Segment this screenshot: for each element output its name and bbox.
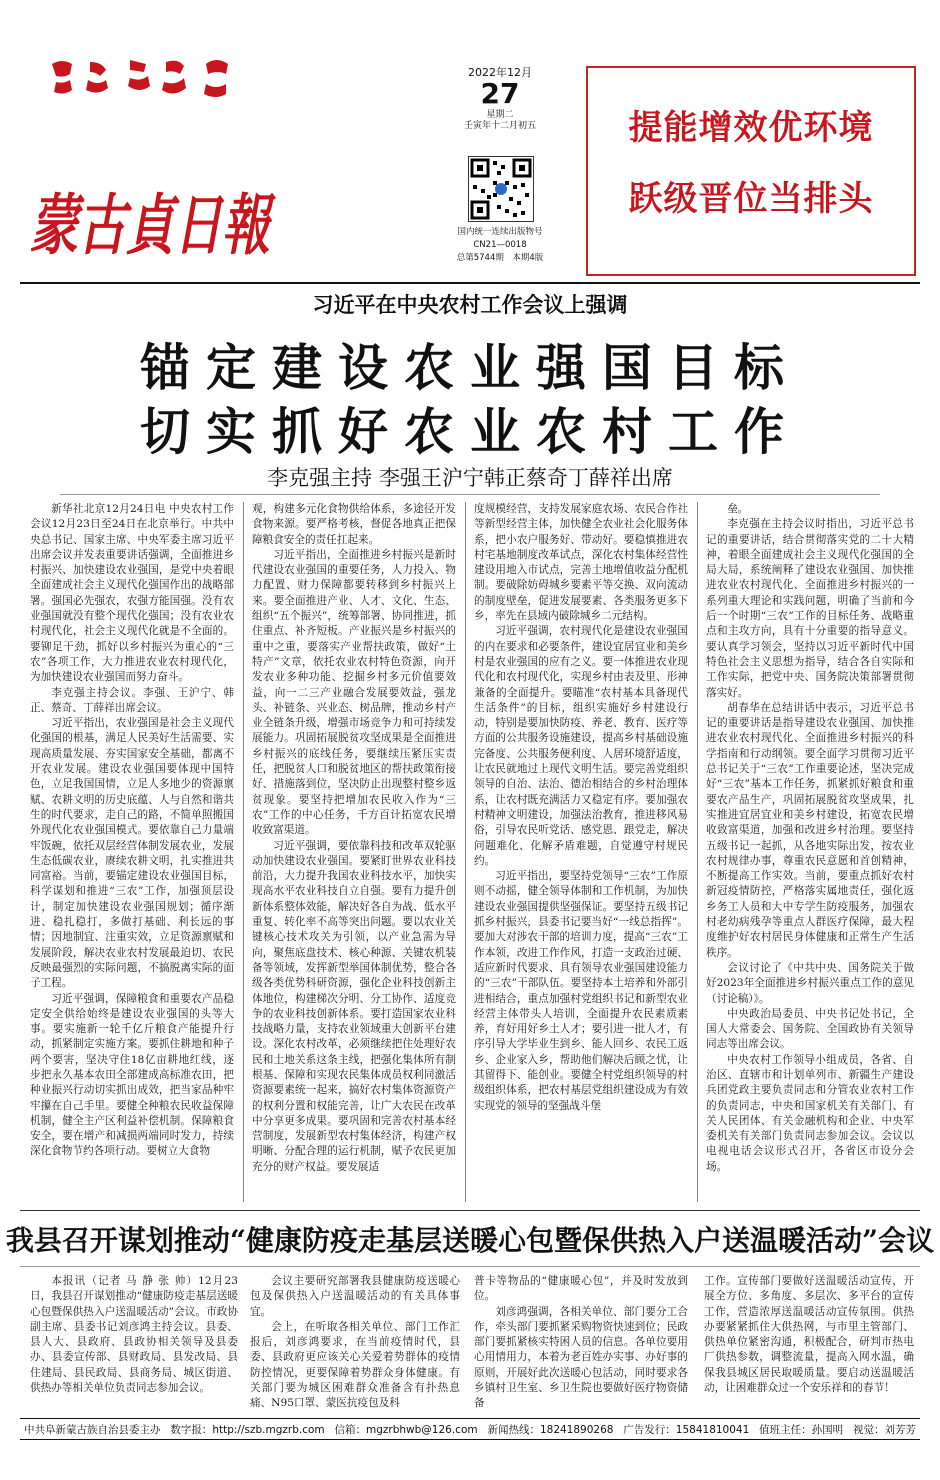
paragraph: 中央政治局委员、中央书记处书记，全国人大常委会、国务院、全国政协有关领导同志等出席会议。 [706, 1007, 914, 1051]
column-rule [697, 502, 698, 1202]
lead-subhead: 李克强主持 李强王沪宁韩正蔡奇丁薛祥出席 [267, 466, 673, 490]
footer-publisher: 中共阜新蒙古族自治县委主办 [24, 1424, 161, 1436]
footer-news-hotline: 新闻热线：18241890268 [487, 1424, 614, 1436]
publication-meta [440, 226, 560, 266]
lunar-date: 壬寅年十二月初五 [463, 120, 536, 131]
svg-text:蒙古貞日報: 蒙古貞日報 [30, 186, 277, 264]
second-headline: 我县召开谋划推动“健康防疫走基层送暖心包暨保供热入户送温暖活动”会议 [5, 1224, 935, 1257]
paragraph: 观，构建多元化食物供给体系，多途径开发食物来源。要严格考核，督促各地真正把保障粮食安全的责任扛起来。 [252, 503, 456, 546]
paragraph: 习近平指出，全面推进乡村振兴是新时代建设农业强国的重要任务，人力投入、物力配置、财力保障都要转移到乡村振兴上来。要全面推进产业、人才、文化、生态、组织“五个振兴”，统筹部署、协同推进，抓住重点、补齐短板。产业振兴是乡村振兴的重中之重，要落实产业帮扶政策，做好“土特产”文章，依托农业农村特色资源，向开发农业多种功能、挖掘乡村多元价值要效益，向一二三产业融合发展要效益，强龙头、补链条、兴业态、树品牌，推动乡村产业全链条升级，增强市场竞争力和可持续发展能力。巩固拓展脱贫攻坚成果是全面推进乡村振兴的底线任务，要继续压紧压实责任，把脱贫人口和脱贫地区的帮扶政策衔接好、措施落到位，坚决防止出现整村整乡返贫现象。要坚持把增加农民收入作为“三农”工作的中心任务，千方百计拓宽农民增收致富渠道。 [252, 548, 456, 837]
lead-column-4 [706, 502, 914, 1202]
weekday: 星期二 [486, 109, 514, 120]
lead-headline-1: 锚定建设农业强国目标 [140, 339, 800, 397]
second-divider [20, 1266, 920, 1267]
issue-number: 总第5744期 本期4版 [456, 253, 544, 264]
footer-bar [20, 1418, 920, 1440]
mongolian-nameplate [46, 56, 246, 108]
day-number: 27 [480, 77, 520, 111]
paragraph: 本报讯（记者 马 静 张 帅）12月23日，我县召开谋划推动“健康防疫走基层送暖心包暨保供热入户送温暖活动”会议。市政协副主席、县委书记刘彦鸿主持会议。县委、县人大、县政府、县政协相关领导及县委办、县委宣传部、县财政局、县发改局、县住建局、县民政局、县商务局、城区街道、供热办等相关单位负责同志参加会议。 [30, 1275, 238, 1395]
paragraph: 会上，在听取各相关单位、部门工作汇报后，刘彦鸿要求，在当前疫情时代，县委、县政府更应该关心关爱着势群体的疫情防控情况，更要保障着势群众身体健康。有关部门要为城区困难群众准备含有扑热息痛、N95口罩、蒙医抗疫包及科 [250, 1320, 460, 1410]
paragraph: 习近平指出，农业强国是社会主义现代化强国的根基，满足人民美好生活需要、实现高质量发展、夯实国家安全基础，都离不开农业发展。建设农业强国要体现中国特色，立足我国国情，立足人多地少的资源禀赋、农耕文明的历史底蕴、人与自然和谐共生的时代要求，走自己的路，不简单照搬国外现代化农业强国模式。要依靠自己力量端牢饭碗，依托双层经营体制发展农业，发展生态低碳农业，赓续农耕文明，扎实推进共同富裕。当前，要锚定建设农业强国目标，科学谋划和推进“三农”工作，加强顶层设计，制定加快建设农业强国规划；循序渐进、稳扎稳打，多做打基础、利长远的事情；因地制宜、注重实效，立足资源禀赋和发展阶段，解决农业农村发展最迫切、农民反映最强烈的实际问题，不搞脱离实际的面子工程。 [30, 717, 234, 990]
lead-column-2 [252, 502, 456, 1202]
paragraph: 垒。 [727, 503, 749, 515]
lead-headline-2: 切实抓好农业农村工作 [140, 403, 800, 461]
year-month: 2022年12月 [468, 66, 532, 79]
second-column-1 [30, 1274, 238, 1412]
paragraph: 会议主要研究部署我县健康防疫送暖心包及保供热入户送温暖活动的有关具体事宜。 [250, 1275, 460, 1318]
qr-code-icon[interactable] [468, 156, 534, 222]
second-column-3 [474, 1274, 688, 1412]
masthead-divider [20, 282, 920, 284]
footer-proof: 视觉：刘芳芳 [852, 1424, 916, 1436]
column-rule [243, 502, 244, 1202]
paragraph: 中央农村工作领导小组成员，各省、自治区、直辖市和计划单列市、新疆生产建设兵团党政主要负责同志和分管农业农村工作的负责同志，中央和国家机关有关部门、有关人民团体、有关金融机构和企业、中央军委机关有关部门负责同志参加会议。会议以电视电话会议形式召开，各省区市设分会场。 [706, 1053, 914, 1173]
slogan-line-1: 提能增效优环境 [628, 108, 874, 148]
paragraph: 工作。宣传部门要做好送温暖活动宣传，开展全方位、多角度、多层次、多平台的宣传工作，营造浓厚送温暖活动宣传氛围。供热办要紧紧抓住大供热网，与市里主管部门、供热单位紧密沟通，积极配合，研判市热电厂供热参数，调整流量，提高入网水温，确保我县城区居民取暖质量。要启动送温暖活动，让困难群众过一个安乐祥和的春节！ [704, 1275, 914, 1395]
paragraph: 胡春华在总结讲话中表示，习近平总书记的重要讲话是指导建设农业强国、加快推进农业农村现代化、全面推进乡村振兴的科学指南和行动纲领。要全面学习贯彻习近平总书记关于“三农”工作重要论述，坚决完成好“三农”基本工作任务，抓紧抓好粮食和重要农产品生产，巩固拓展脱贫攻坚成果，扎实推进宜居宜业和美乡村建设，拓宽农民增收致富渠道，加强和改进乡村治理。要坚持五级书记一起抓，从各地实际出发，按农业农村规律办事，尊重农民意愿和首创精神，不断提高工作实效。当前，要重点抓好农村新冠疫情防控，严格落实属地责任，强化返乡务工人员和大中专学生防疫服务，加强农村老幼病残孕等重点人群医疗保障，最大程度维护好农村居民身体健康和正常生产生活秩序。 [706, 701, 914, 959]
second-column-4 [704, 1274, 914, 1412]
paragraph: 李克强在主持会议时指出，习近平总书记的重要讲话，结合贯彻落实党的二十大精神，着眼全面建成社会主义现代化强国的全局大局，系统阐释了建设农业强国、加快推进农业农村现代化、全面推进乡村振兴的一系列重大理论和实践问题，明确了当前和今后一个时期“三农”工作的目标任务、战略重点和主攻方向，具有十分重要的指导意义。要认真学习领会，坚持以习近平新时代中国特色社会主义思想为指导，结合各自实际和工作实际，把党中央、国务院决策部署贯彻落实好。 [706, 518, 914, 699]
paragraph: 刘彦鸿强调，各相关单位、部门要分工合作，牵头部门要抓紧采购物资快速到位；民政部门要抓紧核实特困人员的信息。各单位要用心用情用力，本着为老百姓办实事、办好事的原则，开展好此次送暖心包活动，同时要求各乡镇村卫生室、乡卫生院也要做好医疗物资储备 [474, 1305, 688, 1410]
dateline [440, 66, 560, 132]
slogan-line-2: 跃级晋位当排头 [628, 179, 874, 219]
second-column-2 [250, 1274, 460, 1412]
lead-divider [60, 494, 880, 495]
newspaper-logo [28, 108, 278, 278]
lead-column-3 [474, 502, 688, 1202]
paragraph: 习近平指出，要坚持党领导“三农”工作原则不动摇，健全领导体制和工作机制，为加快建设农业强国提供坚强保证。要坚持五级书记抓乡村振兴，县委书记要当好“一线总指挥”。要加大对涉农干部的培训力度，提高“三农”工作本领，改进工作作风，打造一支政治过硬、适应新时代要求、具有领导农业强国建设能力的“三农”干部队伍。要坚持本土培养和外部引进相结合，重点加强村党组织书记和新型农业经营主体带头人培训，全面提升农民素质素养，育好用好乡土人才；要引进一批人才，有序引导大学毕业生到乡、能人回乡、农民工返乡、企业家入乡，帮助他们解决后顾之忧，让其留得下、能创业。要健全村党组织领导的村级组织体系，把农村基层党组织建设成为有效实现党的领导的坚强战斗堡 [474, 870, 688, 1112]
lead-column-1 [30, 502, 234, 1202]
lead-kicker: 习近平在中央农村工作会议上强调 [312, 293, 628, 317]
cn-number: CN21—0018 [473, 240, 527, 251]
paragraph: 习近平强调，农村现代化是建设农业强国的内在要求和必要条件，建设宜居宜业和美乡村是农业强国的应有之义。要一体推进农业现代化和农村现代化，实现乡村由表及里、形神兼备的全面提升。要瞄准“农村基本具备现代生活条件”的目标，组织实施好乡村建设行动，特别是要加快防疫、养老、教育、医疗等方面的公共服务设施建设，提高乡村基础设施完备度、公共服务便利度、人居环境舒适度，让农民就地过上现代文明生活。要完善党组织领导的自治、法治、德治相结合的乡村治理体系，让农村既充满活力又稳定有序。要加强农村精神文明建设，加强法治教育，推进移风易俗，引导农民听党话、感党恩、跟党走，解决问题难化、化解矛盾难题，自觉遵守村规民约。 [474, 625, 688, 867]
paragraph: 李克强主持会议。李强、王沪宁、韩正、蔡奇、丁薛祥出席会议。 [30, 686, 234, 714]
footer-email[interactable]: 信箱：mgzrbhwb@126.com [334, 1424, 478, 1436]
paragraph: 会议讨论了《中共中央、国务院关于做好2023年全面推进乡村振兴重点工作的意见（讨论稿）》。 [706, 961, 914, 1005]
footer-digital-link[interactable]: 数字报：http://szb.mgzrb.com [170, 1424, 325, 1436]
section-divider [20, 1210, 920, 1211]
paragraph: 普卡等物品的“健康暖心包”，并及时发放到位。 [474, 1275, 688, 1303]
cn-label: 国内统一连续出版物号 [457, 227, 543, 237]
column-rule [465, 502, 466, 1202]
paragraph: 习近平强调，要依靠科技和改革双轮驱动加快建设农业强国。要紧盯世界农业科技前沿，大力提升我国农业科技水平，加快实现高水平农业科技自立自强。要有力提升创新体系整体效能，解决好各自为战、低水平重复、转化率不高等突出问题。要以农业关键核心技术攻关为引领，以产业急需为导向，聚焦底盘技术、核心种源、关键农机装备等领域，发挥新型举国体制优势，整合各级各类优势科研资源，强化企业科技创新主体地位，构建梯次分明、分工协作、适度竞争的农业科技创新体系。要打造国家农业科技战略力量，支持农业领域重大创新平台建设。深化农村改革，必须继续把住处理好农民和土地关系这条主线，把强化集体所有制根基、保障和实现农民集体成员权利同激活资源要素统一起来，搞好农村集体资源资产的权利分置和权能完善，让广大农民在改革中分享更多成果。要巩固和完善农村基本经营制度，发展新型农村集体经济，构建产权明晰、分配合理的运行机制，赋予农民更加充分的财产权益。要发展适 [252, 839, 456, 1173]
paragraph: 度规模经营，支持发展家庭农场、农民合作社等新型经营主体，加快健全农业社会化服务体系，把小农户服务好、带动好。要稳慎推进农村宅基地制度改革试点，深化农村集体经营性建设用地入市试点，完善土地增值收益分配机制。要破除妨碍城乡要素平等交换、双向流动的制度壁垒，促进发展要素、各类服务更多下乡，率先在县域内破除城乡二元结构。 [474, 503, 688, 623]
footer-ad-hotline: 广告发行：15841810041 [623, 1424, 750, 1436]
slogan-box [586, 66, 916, 276]
footer-editor: 值班主任：孙国明 [759, 1424, 844, 1436]
paragraph: 习近平强调，保障粮食和重要农产品稳定安全供给始终是建设农业强国的头等大事。要实施新一轮千亿斤粮食产能提升行动，抓紧制定实施方案。要抓住耕地和种子两个要害，坚决守住18亿亩耕地红线，逐步把永久基本农田全部建成高标准农田，把种业振兴行动切实抓出成效，把当家品种牢牢攥在自己手里。要健全种粮农民收益保障机制，健全主产区利益补偿机制。保障粮食安全，要在增产和减损两端同时发力，持续深化食物节约各项行动。要树立大食物 [30, 992, 234, 1158]
paragraph: 新华社北京12月24日电 中央农村工作会议12月23日至24日在北京举行。中共中央总书记、国家主席、中央军委主席习近平出席会议并发表重要讲话强调，全面推进乡村振兴、加快建设农业强国，是党中央着眼全面建成社会主义现代化强国作出的战略部署。强国必先强农，农强方能国强。没有农业强国就没有整个现代化强国；没有农业农村现代化，社会主义现代化就是不全面的。要铆足干劲，抓好以乡村振兴为重心的“三农”各项工作，大力推进农业农村现代化，为加快建设农业强国而努力奋斗。 [30, 503, 234, 684]
